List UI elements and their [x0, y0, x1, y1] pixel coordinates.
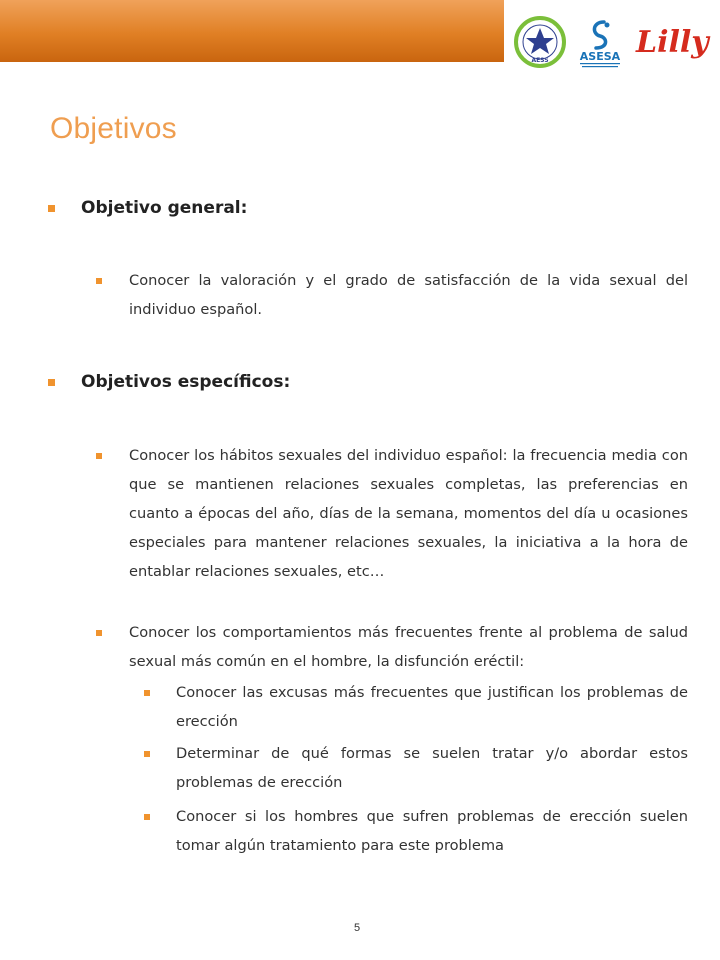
- specific-objective-item: Conocer los hábitos sexuales del individuo español: la frecuencia media con que se mantienen relaciones sexuales completas, las preferencias en cuanto a épocas del año, días de la semana, momentos del día u ocasiones especiales para mantener relaciones sexuales, la iniciativa a la hora de entablar relaciones sexuales, etc…: [129, 447, 688, 580]
- bullet-icon: [96, 453, 102, 459]
- bullet-icon: [144, 751, 150, 757]
- aess-logo: [514, 16, 566, 68]
- lilly-logo: [634, 22, 714, 62]
- svg-text:ASESA: ASESA: [579, 50, 621, 63]
- bullet-icon: [96, 630, 102, 636]
- specific-objective-subitem: Conocer las excusas más frecuentes que justifican los problemas de erección: [176, 684, 688, 730]
- specific-objective-item: Conocer los comportamientos más frecuentes frente al problema de salud sexual más común en el hombre, la disfunción eréctil:: [129, 624, 688, 670]
- page-title: Objetivos: [50, 112, 177, 145]
- bullet-icon: [96, 278, 102, 284]
- asesa-logo: [574, 18, 626, 70]
- specific-objective-subitem: Determinar de qué formas se suelen tratar y/o abordar estos problemas de erección: [176, 745, 688, 791]
- svg-text:AESS: AESS: [531, 57, 549, 64]
- bullet-icon: [48, 379, 55, 386]
- general-objective-heading: Objetivo general:: [81, 198, 248, 218]
- bullet-icon: [48, 205, 55, 212]
- general-objective-item: Conocer la valoración y el grado de satisfacción de la vida sexual del individuo español.: [129, 272, 688, 318]
- logo-group: [512, 8, 712, 70]
- header-band: [0, 0, 504, 62]
- specific-objectives-heading: Objetivos específicos:: [81, 372, 291, 392]
- bullet-icon: [144, 814, 150, 820]
- page-number: 5: [354, 922, 361, 934]
- svg-text:Lilly: Lilly: [636, 25, 709, 60]
- specific-objective-subitem: Conocer si los hombres que sufren problemas de erección suelen tomar algún tratamiento para este problema: [176, 808, 688, 854]
- bullet-icon: [144, 690, 150, 696]
